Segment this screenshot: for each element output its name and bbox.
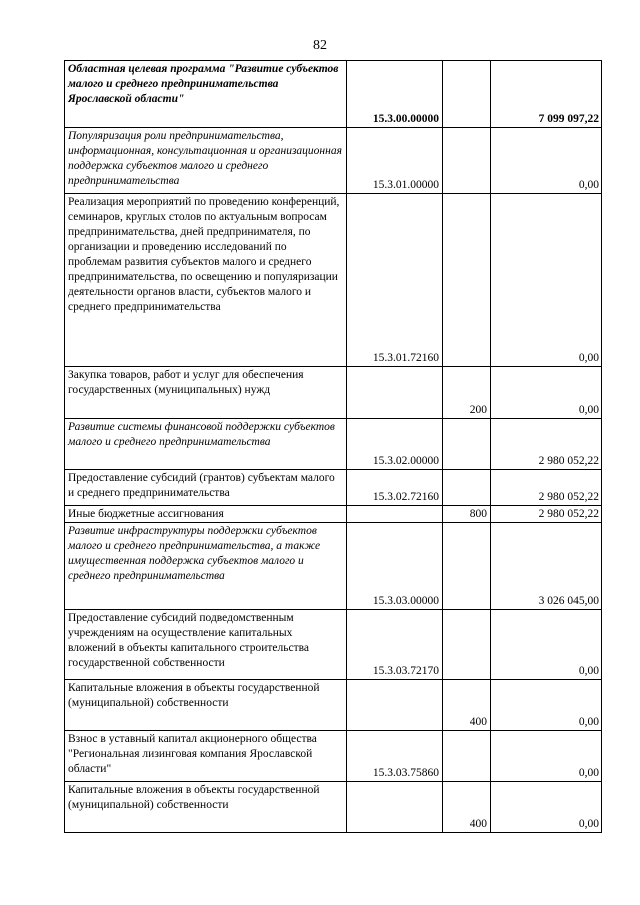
table-row: [65, 128, 602, 194]
target-code: [347, 367, 443, 419]
item-name: Развитие системы финансовой поддержки субъектов малого и среднего предпринимательства: [65, 419, 347, 470]
table-row: [65, 679, 602, 730]
table-row: [65, 609, 602, 679]
table-row: [65, 419, 602, 470]
expense-type: 800: [443, 506, 491, 523]
page-number: 82: [313, 38, 327, 53]
target-code: 15.3.01.00000: [347, 128, 443, 194]
amount: 0,00: [491, 367, 602, 419]
expense-type: [443, 522, 491, 609]
table-row: [65, 522, 602, 609]
table-row: [65, 470, 602, 506]
amount: 0,00: [491, 128, 602, 194]
target-code: [347, 781, 443, 832]
expense-type: [443, 128, 491, 194]
expense-type: [443, 419, 491, 470]
item-name: Областная целевая программа "Развитие субъектов малого и среднего предпринимательства Ярославской области": [65, 61, 347, 128]
expense-type: 400: [443, 781, 491, 832]
target-code: 15.3.02.00000: [347, 419, 443, 470]
amount: 0,00: [491, 730, 602, 781]
target-code: [347, 506, 443, 523]
table-row: [65, 61, 602, 128]
item-name: Капитальные вложения в объекты государственной (муниципальной) собственности: [65, 781, 347, 832]
item-name: Закупка товаров, работ и услуг для обеспечения государственных (муниципальных) нужд: [65, 367, 347, 419]
item-name: Реализация мероприятий по проведению конференций, семинаров, круглых столов по актуальным вопросам предпринимательства, дней предпринимателя, по организации и проведению исследований по проблемам развития субъектов малого и среднего предпринимательства, по освещению и популяризации деятельности органов власти, субъектов малого и среднего предпринимательства: [65, 194, 347, 367]
expense-type: 400: [443, 679, 491, 730]
item-name: Предоставление субсидий подведомственным учреждениям на осуществление капитальных вложений в объекты капитального строительства государственной собственности: [65, 609, 347, 679]
expense-type: [443, 470, 491, 506]
amount: 2 980 052,22: [491, 470, 602, 506]
amount: 7 099 097,22: [491, 61, 602, 128]
target-code: 15.3.01.72160: [347, 194, 443, 367]
amount: 0,00: [491, 679, 602, 730]
table-row: [65, 506, 602, 523]
amount: 2 980 052,22: [491, 506, 602, 523]
amount: 0,00: [491, 781, 602, 832]
item-name: Капитальные вложения в объекты государственной (муниципальной) собственности: [65, 679, 347, 730]
target-code: 15.3.02.72160: [347, 470, 443, 506]
amount: 2 980 052,22: [491, 419, 602, 470]
table-row: [65, 781, 602, 832]
expense-type: [443, 730, 491, 781]
target-code: 15.3.03.75860: [347, 730, 443, 781]
target-code: [347, 679, 443, 730]
amount: 3 026 045,00: [491, 522, 602, 609]
budget-table: [64, 60, 602, 833]
table-row: [65, 194, 602, 367]
table-row: [65, 730, 602, 781]
item-name: Взнос в уставный капитал акционерного общества "Региональная лизинговая компания Ярославской области": [65, 730, 347, 781]
item-name: Развитие инфраструктуры поддержки субъектов малого и среднего предпринимательства, а также имущественная поддержка субъектов малого и среднего предпринимательства: [65, 522, 347, 609]
item-name: Популяризация роли предпринимательства, информационная, консультационная и организационная поддержка субъектов малого и среднего предпринимательства: [65, 128, 347, 194]
amount: 0,00: [491, 609, 602, 679]
expense-type: [443, 609, 491, 679]
item-name: Иные бюджетные ассигнования: [65, 506, 347, 523]
table-row: [65, 367, 602, 419]
item-name: Предоставление субсидий (грантов) субъектам малого и среднего предпринимательства: [65, 470, 347, 506]
target-code: 15.3.00.00000: [347, 61, 443, 128]
target-code: 15.3.03.00000: [347, 522, 443, 609]
expense-type: 200: [443, 367, 491, 419]
target-code: 15.3.03.72170: [347, 609, 443, 679]
expense-type: [443, 194, 491, 367]
expense-type: [443, 61, 491, 128]
amount: 0,00: [491, 194, 602, 367]
